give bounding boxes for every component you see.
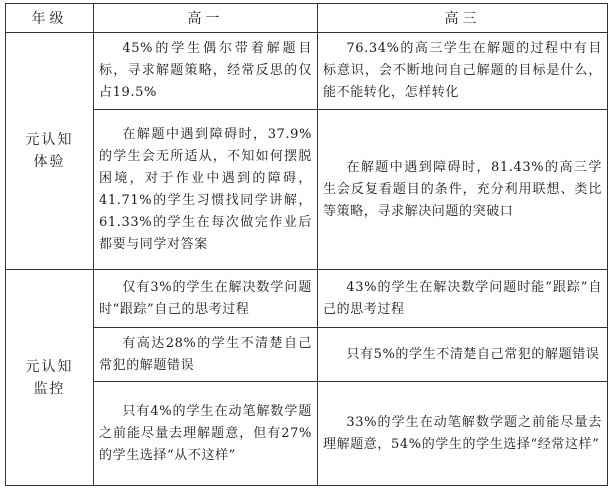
- comparison-table: [5, 3, 608, 486]
- cell-grade-three: 在解题中遇到障碍时，81.43%的高三学生会反复看题目的条件，充分利用联想、类比等策略，寻求解决问题的突破口: [318, 110, 608, 270]
- header-row: [6, 4, 608, 33]
- cell-grade-one: 在解题中遇到障碍时，37.9%的学生会无所适从，不知如何摆脱困境，对于作业中遇到的障碍，41.71%的学生习惯找同学讲解，61.33%的学生在每次做完作业后都要与同学对答案: [94, 110, 318, 270]
- header-grade: 年级: [6, 4, 94, 33]
- category-line: 体验: [33, 154, 66, 170]
- cell-grade-three: 只有5%的学生不清楚自己常犯的解题错误: [318, 328, 608, 382]
- category-line: 监控: [33, 380, 66, 397]
- category-line: 元认知: [25, 132, 74, 148]
- table-row: [6, 110, 608, 270]
- table-row: [6, 328, 608, 382]
- category-metacognitive-experience: [6, 33, 94, 270]
- category-metacognitive-monitoring: [6, 270, 94, 486]
- cell-grade-three: 76.34%的高三学生在解题的过程中有目标意识，会不断地问自己解题的目标是什么，能不能转化，怎样转化: [318, 33, 608, 110]
- cell-grade-one: 仅有3%的学生在解决数学问题时“跟踪”自己的思考过程: [94, 270, 318, 328]
- header-grade-one: 高一: [94, 4, 318, 33]
- cell-grade-one: 只有4%的学生在动笔解数学题之前能尽量去理解题意，但有27%的学生选择“从不这样”: [94, 382, 318, 486]
- table-row: [6, 33, 608, 110]
- table-row: [6, 382, 608, 486]
- cell-grade-three: 43%的学生在解决数学问题时能“跟踪”自己的思考过程: [318, 270, 608, 328]
- category-line: 元认知: [25, 358, 74, 375]
- cell-grade-three: 33%的学生在动笔解数学题之前能尽量去理解题意，54%的学生的学生选择“经常这样”: [318, 382, 608, 486]
- header-grade-three: 高三: [318, 4, 608, 33]
- cell-grade-one: 有高达28%的学生不清楚自己常犯的解题错误: [94, 328, 318, 382]
- cell-grade-one: 45%的学生偶尔带着解题目标，寻求解题策略，经常反思的仅占19.5%: [94, 33, 318, 110]
- table-row: [6, 270, 608, 328]
